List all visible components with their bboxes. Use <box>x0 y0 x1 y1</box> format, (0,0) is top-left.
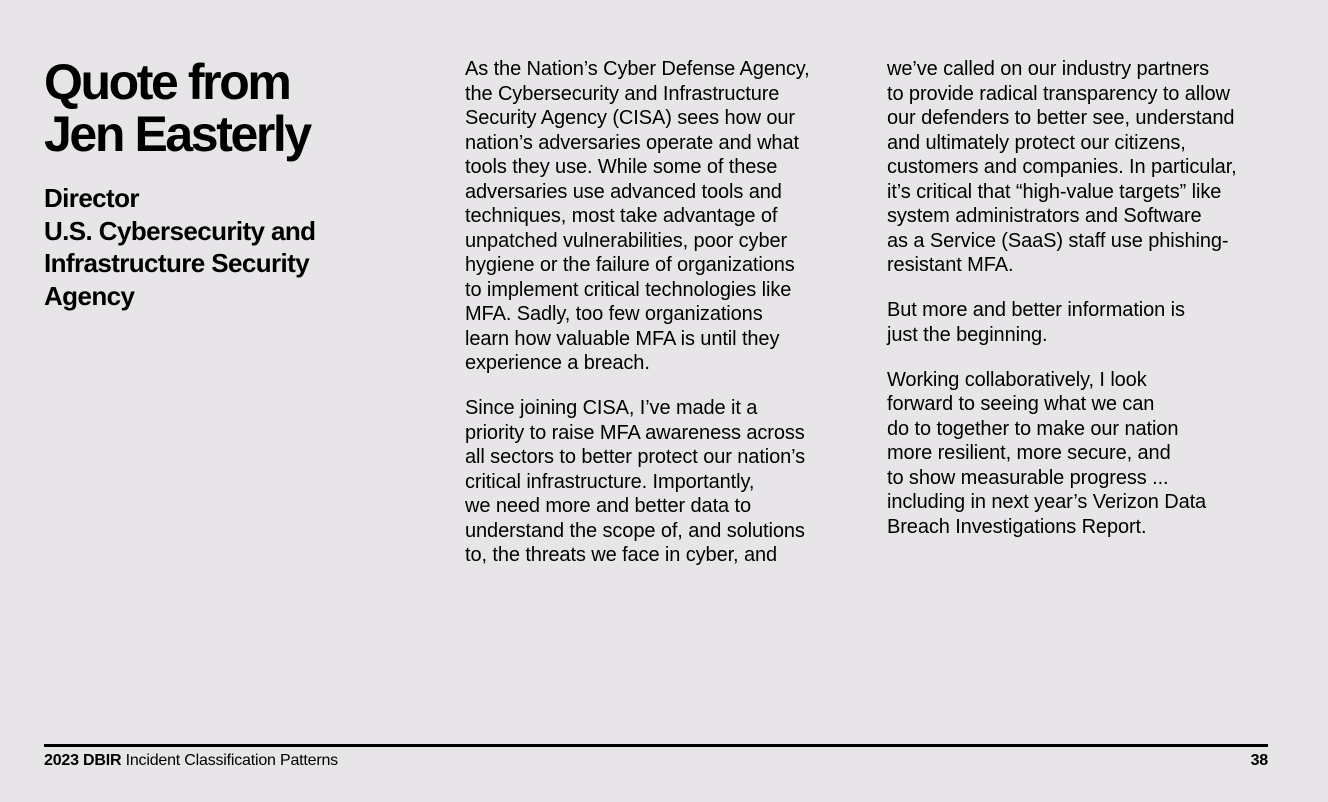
text-line: do to together to make our nation <box>887 417 1179 440</box>
text-line: But more and better information is <box>887 299 1185 321</box>
text-line: adversaries use advanced tools and <box>465 180 782 203</box>
paragraph <box>465 396 855 568</box>
text-line: MFA. Sadly, too few organizations <box>465 303 763 325</box>
text-line: as a Service (SaaS) staff use phishing- <box>887 229 1229 252</box>
attribution-line: U.S. Cybersecurity and <box>44 215 316 246</box>
attribution-line: Infrastructure Security <box>44 248 310 278</box>
title-line: Jen Easterly <box>44 106 310 162</box>
text-line: forward to seeing what we can <box>887 393 1155 415</box>
text-line: learn how valuable MFA is until they <box>465 327 780 350</box>
text-line: understand the scope of, and solutions <box>465 519 805 542</box>
text-line: unpatched vulnerabilities, poor cyber <box>465 229 788 252</box>
text-line: and ultimately protect our citizens, <box>887 131 1186 154</box>
body-column-1 <box>465 57 855 588</box>
title-line: Quote from <box>44 54 290 110</box>
page-footer <box>44 751 1268 771</box>
text-line: techniques, most take advantage of <box>465 205 778 227</box>
paragraph <box>887 298 1287 347</box>
title-block <box>44 56 424 312</box>
text-line: hygiene or the failure of organizations <box>465 254 795 276</box>
body-column-2 <box>887 57 1287 560</box>
attribution-line: Director <box>44 183 139 213</box>
text-line: more resilient, more secure, and <box>887 442 1171 464</box>
text-line: the Cybersecurity and Infrastructure <box>465 82 780 105</box>
text-line: to provide radical transparency to allow <box>887 82 1230 105</box>
text-line: customers and companies. In particular, <box>887 156 1237 178</box>
text-line: our defenders to better see, understand <box>887 107 1235 129</box>
text-line: experience a breach. <box>465 352 650 374</box>
text-line: to show measurable progress ... <box>887 466 1169 489</box>
paragraph <box>887 368 1287 540</box>
paragraph <box>465 57 855 376</box>
text-line: tools they use. While some of these <box>465 156 778 178</box>
text-line: Security Agency (CISA) sees how our <box>465 107 795 129</box>
text-line: it’s critical that “high-value targets” like <box>887 180 1222 203</box>
text-line: nation’s adversaries operate and what <box>465 131 799 154</box>
text-line: we’ve called on our industry partners <box>887 58 1210 80</box>
text-line: to, the threats we face in cyber, and <box>465 544 778 566</box>
text-line: we need more and better data to <box>465 495 751 517</box>
text-line: critical infrastructure. Importantly, <box>465 470 755 493</box>
speaker-attribution <box>44 182 424 312</box>
text-line: system administrators and Software <box>887 205 1202 227</box>
text-line: just the beginning. <box>887 323 1048 346</box>
text-line: resistant MFA. <box>887 254 1014 276</box>
paragraph <box>887 57 1287 278</box>
text-line: As the Nation’s Cyber Defense Agency, <box>465 58 810 80</box>
text-line: all sectors to better protect our nation’s <box>465 446 806 468</box>
attribution-line: Agency <box>44 280 135 311</box>
text-line: priority to raise MFA awareness across <box>465 421 805 444</box>
text-line: Working collaboratively, I look <box>887 368 1147 391</box>
footer-divider <box>44 744 1268 747</box>
text-line: Since joining CISA, I’ve made it a <box>465 397 758 419</box>
report-name: 2023 DBIR <box>44 752 122 769</box>
text-line: Breach Investigations Report. <box>887 515 1147 538</box>
section-name: Incident Classification Patterns <box>125 752 338 769</box>
text-line: including in next year’s Verizon Data <box>887 491 1207 513</box>
page-number: 38 <box>1250 752 1268 769</box>
text-line: to implement critical technologies like <box>465 278 792 301</box>
page-title <box>44 56 424 160</box>
